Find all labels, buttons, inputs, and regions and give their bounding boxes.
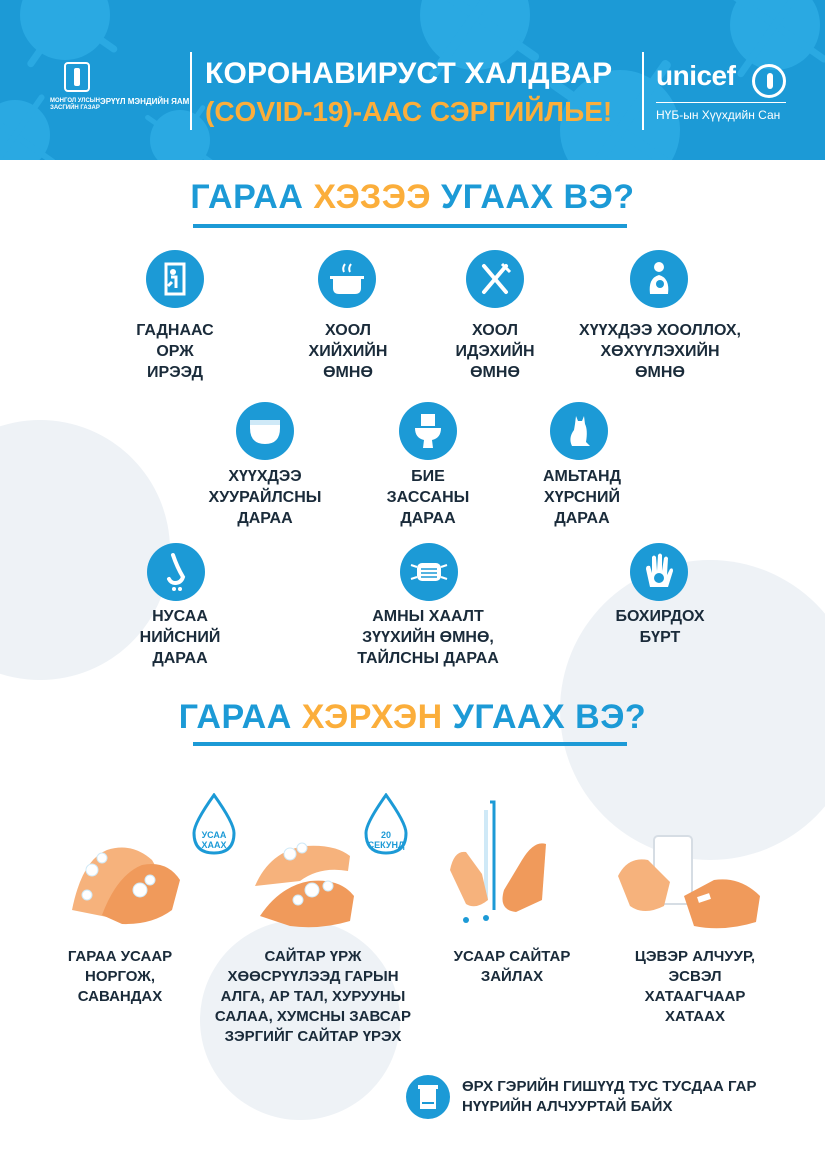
title-underline: [193, 224, 627, 228]
page-title: КОРОНАВИРУСТ ХАЛДВАР: [205, 57, 613, 90]
when-item-label: ХҮҮХДЭЭ ХООЛЛОХ, ХӨХҮҮЛЭХИЙН ӨМНӨ: [579, 322, 741, 381]
diaper-icon: [236, 402, 294, 460]
when-item-label: ГАДНААС ОРЖ ИРЭЭД: [136, 322, 214, 381]
unicef-globe-icon: [752, 64, 786, 98]
soyombo-emblem-icon: [64, 62, 90, 92]
drop-label: 20 СЕКУНД: [367, 830, 405, 850]
when-item-label: ХООЛ ИДЭХИЙН ӨМНӨ: [455, 322, 535, 381]
when-item-label: БИЕ ЗАССАНЫ ДАРАА: [386, 468, 470, 527]
fork-knife-icon: [466, 250, 524, 308]
divider: [642, 52, 644, 130]
when-section-title: ГАРАА ХЭЗЭЭ УГААХ ВЭ?: [190, 178, 635, 216]
step-label: САЙТАР ҮРЖ ХӨӨСРҮҮЛЭЭД ГАРЫН АЛГА, АР ТАЛ, ХУРУУНЫ САЛАА, ХУМСНЫ ЗАВСАР ЗЭРГИЙГ САЙТАР ҮРЭХ: [214, 948, 412, 1045]
virus-decoration: [150, 110, 210, 160]
rinsing-hands-icon: [446, 800, 556, 930]
divider: [190, 52, 192, 130]
step-label: ЦЭВЭР АЛЧУУР, ЭСВЭЛ ХАТААГЧААР ХАТААХ: [634, 948, 756, 1025]
how-section-title: ГАРАА ХЭРХЭН УГААХ ВЭ?: [178, 698, 647, 736]
germ-hand-icon: [630, 543, 688, 601]
when-item-label: АМНЫ ХААЛТ ЗҮҮХИЙН ӨМНӨ, ТАЙЛСНЫ ДАРАА: [357, 608, 499, 667]
soaping-hands-icon: [62, 820, 192, 930]
virus-decoration: [730, 0, 820, 70]
ministry-name: ЭРҮҮЛ МЭНДИЙН ЯАМ: [100, 97, 190, 106]
virus-decoration: [20, 0, 110, 60]
towel-note: ӨРХ ГЭРИЙН ГИШҮҮД ТУС ТУСДАА ГАР НҮҮРИЙН АЛЧУУРТАЙ БАЙХ: [462, 1078, 757, 1115]
unicef-logo: unicef: [656, 60, 736, 91]
drop-label: УСАА ХААХ: [201, 830, 227, 850]
drying-hands-icon: [614, 826, 764, 936]
step-label: УСААР САЙТАР ЗАЙЛАХ: [453, 948, 571, 985]
cat-icon: [550, 402, 608, 460]
header-banner: [0, 0, 825, 160]
toilet-icon: [399, 402, 457, 460]
door-enter-icon: [146, 250, 204, 308]
page-subtitle: (COVID-19)-ААС СЭРГИЙЛЬЕ!: [205, 96, 613, 127]
feeding-baby-icon: [630, 250, 688, 308]
face-mask-icon: [400, 543, 458, 601]
towel-icon: [406, 1075, 450, 1119]
unicef-underline: [656, 102, 786, 103]
when-item-label: АМЬТАНД ХҮРСНИЙ ДАРАА: [542, 468, 622, 527]
when-item-label: НУСАА НИЙСНИЙ ДАРАА: [139, 608, 221, 667]
when-item-label: ХООЛ ХИЙХИЙН ӨМНӨ: [308, 322, 388, 381]
cooking-pot-icon: [318, 250, 376, 308]
gov-text: МОНГОЛ УЛСЫН ЗАСГИЙН ГАЗАР: [50, 98, 100, 111]
step-label: ГАРАА УСААР НОРГОЖ, САВАНДАХ: [67, 948, 173, 1005]
when-item-label: БОХИРДОХ БҮРТ: [615, 608, 705, 646]
nose-icon: [147, 543, 205, 601]
when-item-label: ХҮҮХДЭЭ ХУУРАЙЛСНЫ ДАРАА: [208, 468, 322, 527]
scrubbing-hands-icon: [250, 826, 360, 930]
unicef-subtitle: НҮБ-ын Хүүхдийн Сан: [656, 108, 781, 122]
title-underline: [193, 742, 627, 746]
